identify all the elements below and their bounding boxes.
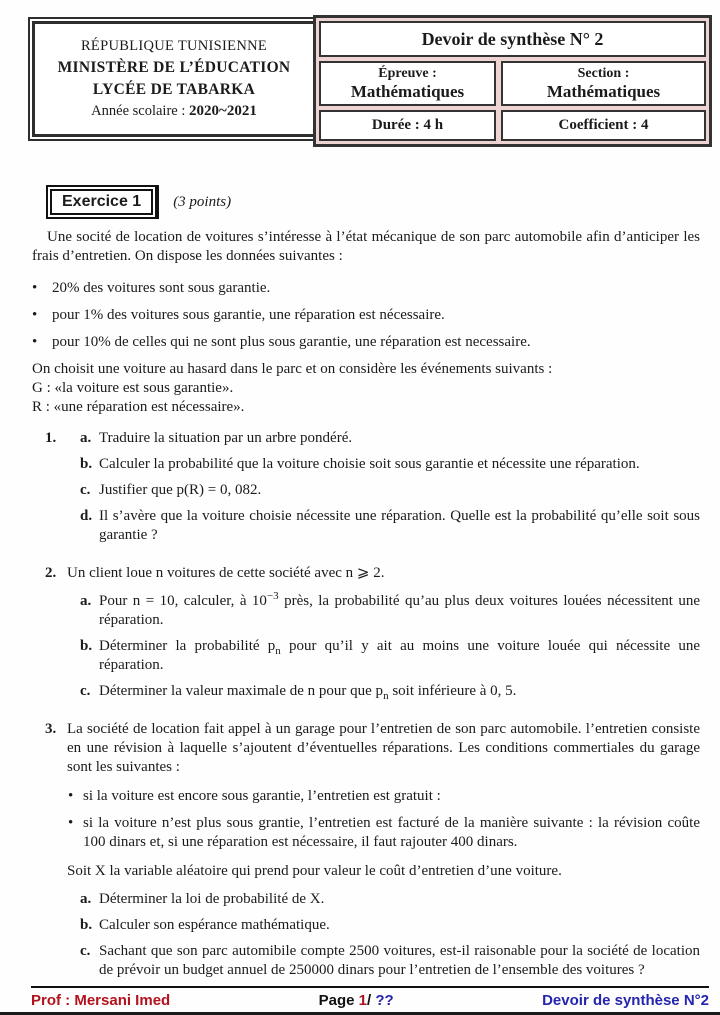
question-1: [32, 429, 700, 552]
question-3-body: [67, 720, 700, 987]
section-value: Mathématiques: [546, 82, 661, 101]
question-2: [32, 564, 700, 708]
events-block: [32, 360, 700, 417]
exercise-points: (3 points): [173, 193, 232, 210]
sub-item-label: a.: [80, 593, 92, 609]
epreuve-label: Épreuve :: [378, 66, 437, 81]
data-bullet-list: [32, 279, 700, 352]
bullet-item: [32, 279, 700, 298]
school-year: [91, 103, 257, 120]
school-name: LYCÉE DE TABARKA: [92, 81, 256, 98]
events-intro: On choisit une voiture au hasard dans le parc et on considère les événements suivants :: [32, 361, 553, 377]
coefficient-cell: Coefficient : 4: [501, 110, 706, 141]
bullet-dot: •: [68, 815, 74, 831]
subscript: n: [275, 645, 281, 657]
exponent: −3: [266, 590, 279, 602]
text-segment: Déterminer la valeur maximale de n pour que p: [99, 683, 384, 699]
sub-item-text: Il s’avère que la voiture choisie nécessite une réparation. Quelle est la probabilité qu’elle soit sous garantie ?: [99, 508, 700, 543]
sub-item-label: a.: [80, 891, 92, 907]
exercise1-section: [0, 147, 720, 987]
sub-item-1a: [80, 429, 700, 448]
school-info-box: [28, 17, 320, 141]
bullet-text: si la voiture n’est plus sous grantie, l’entretien est facturé de la manière suivante : la révision coûte 100 dinars et, si une réparation est nécessaire, il faut rajouter 400 dinars.: [83, 815, 700, 850]
sub-item-1c: [80, 481, 700, 500]
question-1-body: [67, 429, 700, 552]
page-current: 1: [358, 992, 367, 1009]
text-segment: Pour n = 10, calculer, à 10: [99, 593, 267, 609]
bullet-text: pour 1% des voitures sous garantie, une réparation est nécessaire.: [52, 307, 445, 323]
conditions-bullet-list: [67, 787, 700, 852]
bullet-item: [68, 814, 700, 852]
question-2-body: [67, 564, 700, 708]
sub-item-2b: [80, 637, 700, 675]
sub-item-1d: [80, 507, 700, 545]
question-2-subitems: [67, 592, 700, 701]
sub-item-label: c.: [80, 683, 91, 699]
sub-item-label: c.: [80, 482, 91, 498]
section-label: Section :: [577, 66, 630, 81]
sub-item-text: Traduire la situation par un arbre pondéré.: [99, 430, 353, 446]
school-year-label: Année scolaire :: [91, 103, 190, 119]
subscript: n: [383, 690, 389, 702]
exam-title: Devoir de synthèse N° 2: [319, 21, 706, 57]
bullet-item: [68, 787, 700, 806]
sub-item-label: a.: [80, 430, 92, 446]
sub-item-label: b.: [80, 917, 93, 933]
text-segment: pour qu’il y ait au moins une voiture louée qui nécessite une réparation.: [99, 638, 700, 673]
bullet-text: 20% des voitures sont sous garantie.: [52, 280, 271, 296]
sub-item-3a: [80, 890, 700, 909]
sub-item-text: Déterminer la loi de probabilité de X.: [99, 891, 325, 907]
question-3-number: 3.: [45, 721, 57, 737]
question-1-subitems: [67, 429, 700, 545]
sub-item-text: [99, 682, 700, 701]
exercise-box-label: Exercice 1: [50, 189, 153, 215]
sub-item-text: Justifier que p(R) = 0, 082.: [99, 482, 262, 498]
sub-item-text: Sachant que son parc automibile compte 2500 voitures, est-il raisonable pour la société de location de prévoir un budget annuel de 250000 dinars pour l’entretien de l’ensemble des voitures ?: [99, 943, 700, 978]
footer-page-indicator: [319, 992, 394, 1009]
exercise-box: [46, 185, 159, 219]
sub-item-3b: [80, 916, 700, 935]
sub-item-2a: [80, 592, 700, 630]
footer-doc-title: Devoir de synthèse N°2: [542, 992, 709, 1009]
sub-item-text: [99, 637, 700, 675]
school-year-value: 2020~2021: [189, 103, 257, 119]
school-ministry: MINISTÈRE DE L’ÉDUCATION: [57, 59, 291, 76]
footer: [31, 992, 709, 1009]
bullet-item: [32, 333, 700, 352]
question-3-subitems: [67, 890, 700, 980]
bullet-text: si la voiture est encore sous garantie, l’entretien est gratuit :: [83, 788, 441, 804]
epreuve-value: Mathématiques: [350, 82, 465, 101]
bullet-dot: •: [32, 307, 38, 323]
event-g: G : «la voiture est sous garantie».: [32, 380, 234, 396]
question-3: [32, 720, 700, 987]
sub-item-3c: [80, 942, 700, 980]
school-info-box-inner: [32, 21, 316, 137]
question-2-number: 2.: [45, 565, 57, 581]
question-3-intro: La société de location fait appel à un garage pour l’entretien de son parc automobile. l’entretien consiste en une révision à laquelle s’ajoutent d’éventuelles réparations. Les conditions commertiales du garage sont les suivantes :: [67, 721, 700, 775]
page-total: ??: [375, 992, 394, 1009]
section-cell: [501, 61, 706, 106]
sub-item-2c: [80, 682, 700, 701]
event-r: R : «une réparation est nécessaire».: [32, 399, 245, 415]
text-segment: près, la probabilité qu’au plus deux voitures louées nécessitent une réparation.: [99, 593, 700, 628]
page-separator: /: [367, 992, 376, 1009]
sub-item-text: [99, 592, 700, 630]
question-2-intro: Un client loue n voitures de cette société avec n ⩾ 2.: [67, 565, 385, 581]
sub-item-label: b.: [80, 456, 93, 472]
footer-prof: Prof : Mersani Imed: [31, 992, 171, 1009]
page-label: Page: [318, 992, 359, 1009]
bullet-dot: •: [68, 788, 74, 804]
exam-info-frame: [313, 15, 712, 147]
question-1-number: 1.: [45, 430, 57, 446]
sub-item-1b: [80, 455, 700, 474]
variable-definition: Soit X la variable aléatoire qui prend pour valeur le coût d’entretien d’une voiture.: [67, 863, 562, 879]
bullet-dot: •: [32, 334, 38, 350]
text-segment: soit inférieure à 0, 5.: [388, 683, 517, 699]
sub-item-label: d.: [80, 508, 93, 524]
footer-divider: [31, 986, 709, 988]
sub-item-text: Calculer son espérance mathématique.: [99, 917, 330, 933]
bullet-item: [32, 306, 700, 325]
bullet-text: pour 10% de celles qui ne sont plus sous garantie, une réparation est necessaire.: [52, 334, 531, 350]
sub-item-label: b.: [80, 638, 93, 654]
bullet-dot: •: [32, 280, 38, 296]
sub-item-text: Calculer la probabilité que la voiture choisie soit sous garantie et nécessite une réparation.: [99, 456, 640, 472]
exercise-heading-row: [46, 185, 700, 219]
school-country: RÉPUBLIQUE TUNISIENNE: [80, 38, 268, 54]
epreuve-cell: [319, 61, 496, 106]
intro-paragraph: Une socité de location de voitures s’intéresse à l’état mécanique de son parc automobile afin d’anticiper les frais d’entretien. On dispose les données suivantes :: [32, 229, 700, 264]
sub-item-label: c.: [80, 943, 91, 959]
text-segment: Déterminer la probabilité p: [99, 638, 276, 654]
duree-cell: Durée : 4 h: [319, 110, 496, 141]
